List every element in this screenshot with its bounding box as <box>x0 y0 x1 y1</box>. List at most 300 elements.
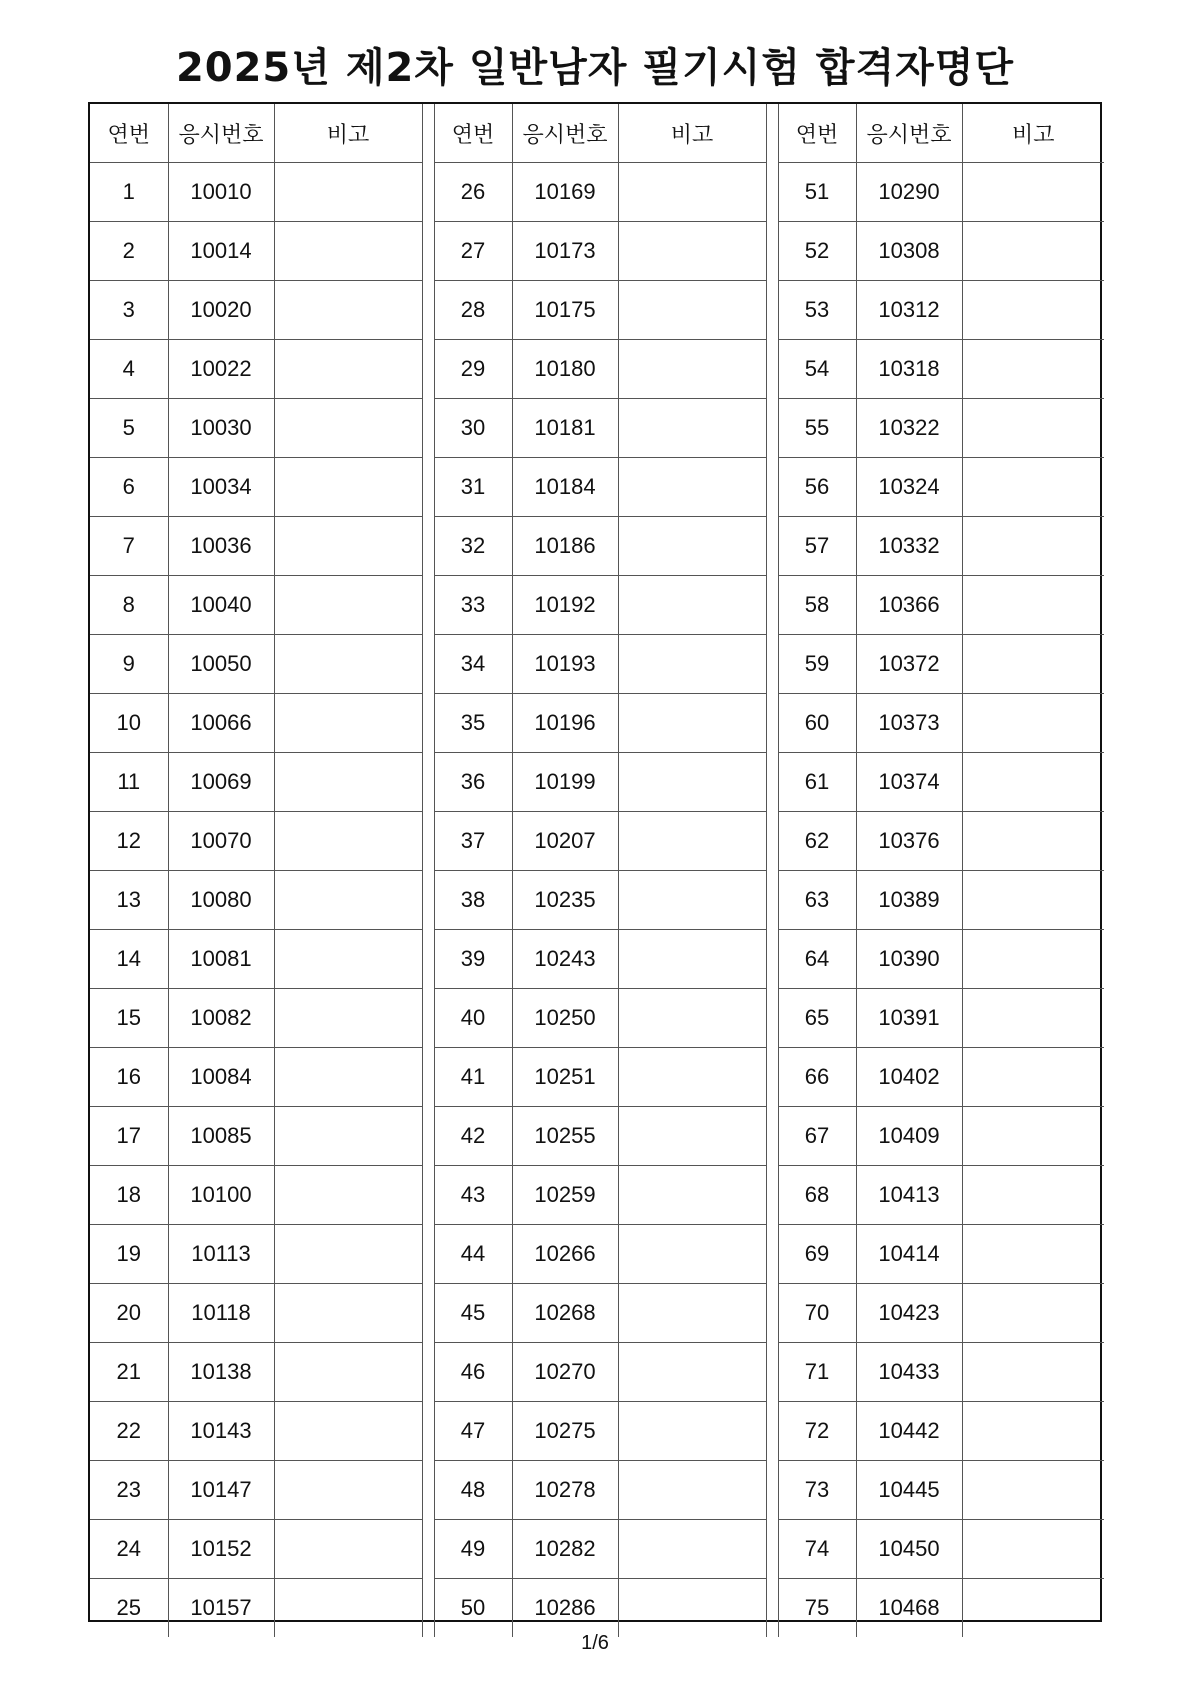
column-separator <box>766 930 778 989</box>
exam-number-cell: 10118 <box>168 1284 274 1343</box>
note-cell <box>274 1520 422 1579</box>
column-separator <box>766 576 778 635</box>
seq-cell: 50 <box>434 1579 512 1638</box>
column-separator <box>766 163 778 222</box>
exam-number-cell: 10173 <box>512 222 618 281</box>
column-header-seq: 연번 <box>434 104 512 163</box>
exam-number-cell: 10081 <box>168 930 274 989</box>
table-header-row <box>90 104 1104 163</box>
note-cell <box>962 1284 1104 1343</box>
seq-cell: 53 <box>778 281 856 340</box>
exam-number-cell: 10332 <box>856 517 962 576</box>
note-cell <box>274 930 422 989</box>
note-cell <box>274 989 422 1048</box>
note-cell <box>962 871 1104 930</box>
exam-number-cell: 10066 <box>168 694 274 753</box>
column-separator <box>766 340 778 399</box>
exam-number-cell: 10282 <box>512 1520 618 1579</box>
table-row <box>90 989 1104 1048</box>
note-cell <box>962 1048 1104 1107</box>
seq-cell: 45 <box>434 1284 512 1343</box>
column-separator <box>422 222 434 281</box>
exam-number-cell: 10366 <box>856 576 962 635</box>
exam-number-cell: 10084 <box>168 1048 274 1107</box>
seq-cell: 15 <box>90 989 168 1048</box>
column-separator <box>766 694 778 753</box>
column-header-seq: 연번 <box>90 104 168 163</box>
seq-cell: 41 <box>434 1048 512 1107</box>
exam-number-cell: 10409 <box>856 1107 962 1166</box>
table-row <box>90 1579 1104 1638</box>
table-row <box>90 930 1104 989</box>
seq-cell: 14 <box>90 930 168 989</box>
note-cell <box>618 281 766 340</box>
seq-cell: 24 <box>90 1520 168 1579</box>
exam-number-cell: 10433 <box>856 1343 962 1402</box>
note-cell <box>274 517 422 576</box>
seq-cell: 69 <box>778 1225 856 1284</box>
exam-number-cell: 10278 <box>512 1461 618 1520</box>
seq-cell: 22 <box>90 1402 168 1461</box>
column-header-note: 비고 <box>274 104 422 163</box>
note-cell <box>618 517 766 576</box>
note-cell <box>962 635 1104 694</box>
exam-number-cell: 10372 <box>856 635 962 694</box>
note-cell <box>962 753 1104 812</box>
note-cell <box>618 1107 766 1166</box>
note-cell <box>618 930 766 989</box>
seq-cell: 26 <box>434 163 512 222</box>
note-cell <box>274 871 422 930</box>
seq-cell: 9 <box>90 635 168 694</box>
note-cell <box>274 163 422 222</box>
exam-number-cell: 10275 <box>512 1402 618 1461</box>
table-row <box>90 1520 1104 1579</box>
exam-number-cell: 10318 <box>856 340 962 399</box>
column-separator <box>422 930 434 989</box>
exam-number-cell: 10414 <box>856 1225 962 1284</box>
column-separator <box>422 1225 434 1284</box>
seq-cell: 28 <box>434 281 512 340</box>
seq-cell: 3 <box>90 281 168 340</box>
exam-number-cell: 10034 <box>168 458 274 517</box>
exam-number-cell: 10450 <box>856 1520 962 1579</box>
exam-number-cell: 10192 <box>512 576 618 635</box>
column-separator <box>766 1107 778 1166</box>
exam-number-cell: 10036 <box>168 517 274 576</box>
seq-cell: 54 <box>778 340 856 399</box>
table-row <box>90 753 1104 812</box>
seq-cell: 57 <box>778 517 856 576</box>
seq-cell: 1 <box>90 163 168 222</box>
seq-cell: 36 <box>434 753 512 812</box>
table-row <box>90 1461 1104 1520</box>
exam-number-cell: 10324 <box>856 458 962 517</box>
exam-number-cell: 10196 <box>512 694 618 753</box>
note-cell <box>962 1166 1104 1225</box>
seq-cell: 55 <box>778 399 856 458</box>
seq-cell: 20 <box>90 1284 168 1343</box>
table-row <box>90 576 1104 635</box>
seq-cell: 8 <box>90 576 168 635</box>
seq-cell: 34 <box>434 635 512 694</box>
table-row <box>90 1343 1104 1402</box>
column-separator <box>766 871 778 930</box>
column-separator <box>422 871 434 930</box>
note-cell <box>618 871 766 930</box>
exam-number-cell: 10050 <box>168 635 274 694</box>
exam-number-cell: 10250 <box>512 989 618 1048</box>
table-row <box>90 517 1104 576</box>
column-separator <box>766 1166 778 1225</box>
column-separator <box>422 340 434 399</box>
seq-cell: 18 <box>90 1166 168 1225</box>
note-cell <box>274 1284 422 1343</box>
seq-cell: 63 <box>778 871 856 930</box>
exam-number-cell: 10390 <box>856 930 962 989</box>
exam-number-cell: 10322 <box>856 399 962 458</box>
column-separator <box>766 753 778 812</box>
column-separator <box>766 1048 778 1107</box>
table-row <box>90 1402 1104 1461</box>
column-header-exam-no: 응시번호 <box>856 104 962 163</box>
table-row <box>90 1048 1104 1107</box>
note-cell <box>962 1520 1104 1579</box>
column-separator <box>422 576 434 635</box>
exam-number-cell: 10199 <box>512 753 618 812</box>
seq-cell: 67 <box>778 1107 856 1166</box>
column-separator <box>766 281 778 340</box>
column-separator <box>422 1284 434 1343</box>
table-row <box>90 871 1104 930</box>
exam-number-cell: 10308 <box>856 222 962 281</box>
seq-cell: 64 <box>778 930 856 989</box>
note-cell <box>962 399 1104 458</box>
column-separator <box>422 635 434 694</box>
note-cell <box>274 1166 422 1225</box>
note-cell <box>962 694 1104 753</box>
note-cell <box>962 1107 1104 1166</box>
seq-cell: 30 <box>434 399 512 458</box>
seq-cell: 12 <box>90 812 168 871</box>
exam-number-cell: 10259 <box>512 1166 618 1225</box>
table-row <box>90 812 1104 871</box>
note-cell <box>962 1402 1104 1461</box>
seq-cell: 66 <box>778 1048 856 1107</box>
column-separator <box>766 812 778 871</box>
seq-cell: 59 <box>778 635 856 694</box>
exam-number-cell: 10022 <box>168 340 274 399</box>
column-separator <box>766 1402 778 1461</box>
note-cell <box>274 753 422 812</box>
note-cell <box>962 576 1104 635</box>
note-cell <box>618 163 766 222</box>
note-cell <box>274 340 422 399</box>
exam-number-cell: 10157 <box>168 1579 274 1638</box>
column-separator <box>766 222 778 281</box>
note-cell <box>962 1343 1104 1402</box>
seq-cell: 27 <box>434 222 512 281</box>
seq-cell: 73 <box>778 1461 856 1520</box>
note-cell <box>962 222 1104 281</box>
column-separator <box>422 1402 434 1461</box>
exam-number-cell: 10184 <box>512 458 618 517</box>
seq-cell: 37 <box>434 812 512 871</box>
column-header-note: 비고 <box>962 104 1104 163</box>
column-separator <box>766 1579 778 1638</box>
exam-number-cell: 10286 <box>512 1579 618 1638</box>
seq-cell: 6 <box>90 458 168 517</box>
note-cell <box>618 222 766 281</box>
exam-number-cell: 10376 <box>856 812 962 871</box>
exam-number-cell: 10193 <box>512 635 618 694</box>
exam-number-cell: 10138 <box>168 1343 274 1402</box>
column-separator <box>422 812 434 871</box>
note-cell <box>962 812 1104 871</box>
roster-table-frame <box>88 102 1102 1622</box>
note-cell <box>618 399 766 458</box>
seq-cell: 19 <box>90 1225 168 1284</box>
exam-number-cell: 10030 <box>168 399 274 458</box>
exam-number-cell: 10290 <box>856 163 962 222</box>
table-row <box>90 1284 1104 1343</box>
note-cell <box>962 281 1104 340</box>
table-row <box>90 340 1104 399</box>
seq-cell: 70 <box>778 1284 856 1343</box>
exam-number-cell: 10014 <box>168 222 274 281</box>
note-cell <box>962 989 1104 1048</box>
note-cell <box>274 1048 422 1107</box>
exam-number-cell: 10010 <box>168 163 274 222</box>
column-separator <box>766 1343 778 1402</box>
exam-number-cell: 10113 <box>168 1225 274 1284</box>
seq-cell: 42 <box>434 1107 512 1166</box>
note-cell <box>274 576 422 635</box>
seq-cell: 65 <box>778 989 856 1048</box>
column-separator <box>422 694 434 753</box>
column-separator <box>422 1520 434 1579</box>
note-cell <box>618 1579 766 1638</box>
column-separator <box>766 1284 778 1343</box>
exam-number-cell: 10152 <box>168 1520 274 1579</box>
column-separator <box>422 517 434 576</box>
exam-number-cell: 10085 <box>168 1107 274 1166</box>
column-separator <box>766 635 778 694</box>
seq-cell: 23 <box>90 1461 168 1520</box>
seq-cell: 72 <box>778 1402 856 1461</box>
note-cell <box>618 1461 766 1520</box>
seq-cell: 11 <box>90 753 168 812</box>
column-separator <box>422 281 434 340</box>
seq-cell: 39 <box>434 930 512 989</box>
exam-number-cell: 10186 <box>512 517 618 576</box>
table-row <box>90 163 1104 222</box>
table-row <box>90 399 1104 458</box>
exam-number-cell: 10402 <box>856 1048 962 1107</box>
exam-number-cell: 10251 <box>512 1048 618 1107</box>
exam-number-cell: 10169 <box>512 163 618 222</box>
seq-cell: 75 <box>778 1579 856 1638</box>
seq-cell: 35 <box>434 694 512 753</box>
note-cell <box>618 753 766 812</box>
table-row <box>90 1225 1104 1284</box>
seq-cell: 56 <box>778 458 856 517</box>
column-separator <box>766 458 778 517</box>
exam-number-cell: 10069 <box>168 753 274 812</box>
exam-number-cell: 10080 <box>168 871 274 930</box>
exam-number-cell: 10100 <box>168 1166 274 1225</box>
column-separator <box>766 399 778 458</box>
note-cell <box>274 694 422 753</box>
note-cell <box>274 1461 422 1520</box>
seq-cell: 46 <box>434 1343 512 1402</box>
seq-cell: 74 <box>778 1520 856 1579</box>
seq-cell: 13 <box>90 871 168 930</box>
note-cell <box>618 635 766 694</box>
note-cell <box>274 458 422 517</box>
table-row <box>90 281 1104 340</box>
seq-cell: 48 <box>434 1461 512 1520</box>
seq-cell: 31 <box>434 458 512 517</box>
column-header-note: 비고 <box>618 104 766 163</box>
column-separator <box>422 1166 434 1225</box>
seq-cell: 49 <box>434 1520 512 1579</box>
seq-cell: 61 <box>778 753 856 812</box>
note-cell <box>274 1343 422 1402</box>
seq-cell: 47 <box>434 1402 512 1461</box>
exam-number-cell: 10374 <box>856 753 962 812</box>
column-separator <box>422 1343 434 1402</box>
seq-cell: 29 <box>434 340 512 399</box>
column-separator <box>766 1225 778 1284</box>
page-title: 2025년 제2차 일반남자 필기시험 합격자명단 <box>175 45 1015 91</box>
exam-number-cell: 10243 <box>512 930 618 989</box>
seq-cell: 71 <box>778 1343 856 1402</box>
seq-cell: 4 <box>90 340 168 399</box>
note-cell <box>618 340 766 399</box>
exam-number-cell: 10266 <box>512 1225 618 1284</box>
seq-cell: 60 <box>778 694 856 753</box>
table-row <box>90 1166 1104 1225</box>
note-cell <box>962 517 1104 576</box>
column-separator <box>422 1107 434 1166</box>
exam-number-cell: 10181 <box>512 399 618 458</box>
column-separator <box>766 989 778 1048</box>
column-separator <box>422 989 434 1048</box>
note-cell <box>274 1225 422 1284</box>
table-row <box>90 458 1104 517</box>
table-row <box>90 1107 1104 1166</box>
note-cell <box>962 1579 1104 1638</box>
seq-cell: 58 <box>778 576 856 635</box>
seq-cell: 43 <box>434 1166 512 1225</box>
exam-number-cell: 10175 <box>512 281 618 340</box>
note-cell <box>618 1520 766 1579</box>
column-separator <box>766 1461 778 1520</box>
seq-cell: 5 <box>90 399 168 458</box>
exam-number-cell: 10391 <box>856 989 962 1048</box>
column-separator <box>422 1579 434 1638</box>
column-separator <box>766 104 778 163</box>
table-row <box>90 222 1104 281</box>
seq-cell: 52 <box>778 222 856 281</box>
exam-number-cell: 10268 <box>512 1284 618 1343</box>
note-cell <box>274 812 422 871</box>
exam-number-cell: 10423 <box>856 1284 962 1343</box>
exam-number-cell: 10147 <box>168 1461 274 1520</box>
exam-number-cell: 10413 <box>856 1166 962 1225</box>
note-cell <box>618 812 766 871</box>
note-cell <box>618 1048 766 1107</box>
seq-cell: 32 <box>434 517 512 576</box>
note-cell <box>962 458 1104 517</box>
note-cell <box>274 281 422 340</box>
exam-number-cell: 10389 <box>856 871 962 930</box>
seq-cell: 68 <box>778 1166 856 1225</box>
note-cell <box>618 989 766 1048</box>
note-cell <box>618 1402 766 1461</box>
exam-number-cell: 10312 <box>856 281 962 340</box>
exam-number-cell: 10040 <box>168 576 274 635</box>
note-cell <box>618 1284 766 1343</box>
note-cell <box>618 458 766 517</box>
page-number: 1/6 <box>581 1632 609 1654</box>
column-header-seq: 연번 <box>778 104 856 163</box>
note-cell <box>962 1461 1104 1520</box>
note-cell <box>274 635 422 694</box>
table-row <box>90 635 1104 694</box>
exam-number-cell: 10082 <box>168 989 274 1048</box>
column-header-exam-no: 응시번호 <box>168 104 274 163</box>
seq-cell: 33 <box>434 576 512 635</box>
seq-cell: 44 <box>434 1225 512 1284</box>
exam-number-cell: 10468 <box>856 1579 962 1638</box>
note-cell <box>274 399 422 458</box>
column-separator <box>422 1048 434 1107</box>
column-separator <box>422 753 434 812</box>
exam-number-cell: 10207 <box>512 812 618 871</box>
note-cell <box>962 163 1104 222</box>
exam-number-cell: 10235 <box>512 871 618 930</box>
column-separator <box>766 517 778 576</box>
note-cell <box>274 1402 422 1461</box>
seq-cell: 7 <box>90 517 168 576</box>
exam-number-cell: 10070 <box>168 812 274 871</box>
exam-number-cell: 10373 <box>856 694 962 753</box>
note-cell <box>274 1579 422 1638</box>
column-separator <box>766 1520 778 1579</box>
note-cell <box>618 1225 766 1284</box>
exam-number-cell: 10445 <box>856 1461 962 1520</box>
column-separator <box>422 104 434 163</box>
note-cell <box>618 1343 766 1402</box>
note-cell <box>274 222 422 281</box>
seq-cell: 21 <box>90 1343 168 1402</box>
note-cell <box>618 576 766 635</box>
seq-cell: 38 <box>434 871 512 930</box>
note-cell <box>618 1166 766 1225</box>
exam-number-cell: 10143 <box>168 1402 274 1461</box>
note-cell <box>274 1107 422 1166</box>
exam-number-cell: 10180 <box>512 340 618 399</box>
note-cell <box>618 694 766 753</box>
exam-number-cell: 10020 <box>168 281 274 340</box>
column-separator <box>422 399 434 458</box>
note-cell <box>962 340 1104 399</box>
exam-number-cell: 10442 <box>856 1402 962 1461</box>
note-cell <box>962 1225 1104 1284</box>
column-separator <box>422 1461 434 1520</box>
